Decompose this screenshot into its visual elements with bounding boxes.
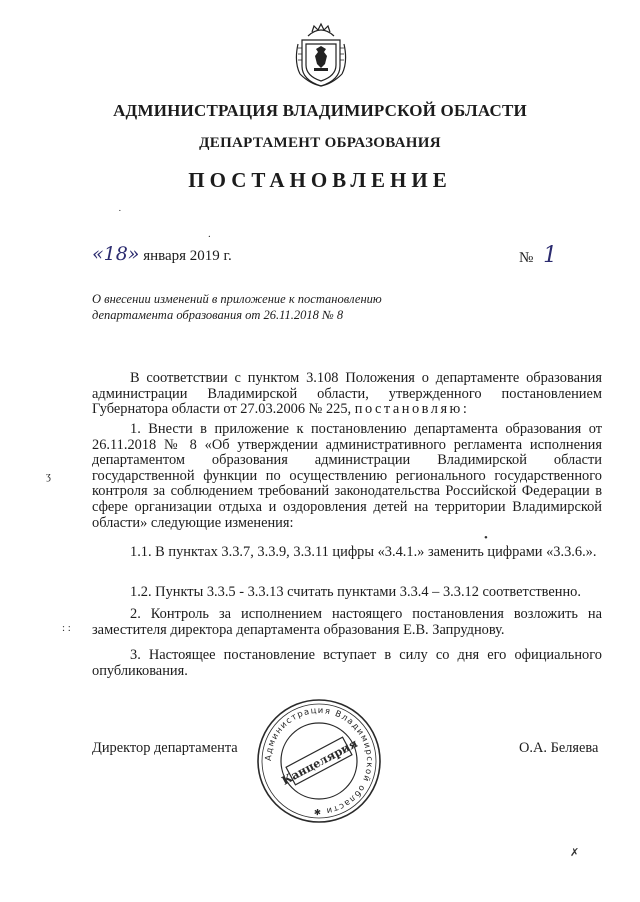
subject-line: департамента образования от 26.11.2018 № 8 (92, 308, 344, 322)
number-handwritten: 1 (543, 243, 558, 268)
item-1-1-paragraph: 1.1. В пунктах 3.3.7, 3.3.9, 3.3.11 цифры «3.4.1.» заменить цифрами «3.3.6.». (130, 544, 597, 560)
scan-speck: ˙ (118, 208, 122, 220)
date-day-handwritten: «18» (92, 243, 140, 265)
coat-of-arms-emblem (294, 22, 348, 88)
document-number (519, 243, 557, 268)
date-month-year: января 2019 г. (143, 248, 232, 264)
subject-line: О внесении изменений в приложение к постановлению (92, 292, 382, 306)
department-title: ДЕПАРТАМЕНТ ОБРАЗОВАНИЯ (199, 135, 441, 151)
official-stamp (254, 696, 384, 826)
svg-text:Канцелярия: Канцелярия (279, 736, 360, 788)
document-subject (92, 291, 432, 323)
margin-mark: ʒ (46, 470, 51, 482)
organization-title: АДМИНИСТРАЦИЯ ВЛАДИМИРСКОЙ ОБЛАСТИ (113, 101, 527, 120)
number-label: № (519, 250, 534, 266)
item-1-2-paragraph: 1.2. Пункты 3.3.5 - 3.3.13 считать пунктами 3.3.4 – 3.3.12 соответственно. (130, 584, 581, 600)
preamble-text: В соответствии с пунктом 3.108 Положения о департаменте образования администрации Владимирской области, утвержденного постановлением Губернатора области от 27.03.2006 № 225, (92, 370, 602, 418)
preamble-paragraph (92, 371, 602, 418)
preamble-resolution-word: постановляю: (354, 401, 470, 418)
margin-mark: : : (62, 622, 71, 634)
scan-speck: . (208, 228, 211, 240)
scan-speck: ✗ (570, 847, 580, 859)
document-date (92, 243, 232, 265)
document-type-title: ПОСТАНОВЛЕНИЕ (188, 168, 452, 192)
signatory-title: Директор департамента (92, 740, 238, 756)
item-3-paragraph: 3. Настоящее постановление вступает в силу со дня его официального опубликования. (92, 647, 602, 679)
signatory-name: О.А. Беляева (519, 740, 599, 756)
item-1-paragraph: 1. Внести в приложение к постановлению департамента образования от 26.11.2018 № 8 «Об утверждении административного регламента исполнения департаментом образования администрации Владимирской области государственной функции по осуществлению регионального государственного контроля за соблюдением требований законодательства Российской Федерации в сфере организации отдыха и оздоровления детей на территории Владимирской области» следующие изменения: (92, 421, 602, 531)
item-2-paragraph: 2. Контроль за исполнением настоящего постановления возложить на заместителя директора департамента образования Е.В. Запруднову. (92, 606, 602, 638)
svg-text:Администрация Владимирской обл: Администрация Владимирской области ✱ (263, 705, 375, 817)
scan-speck: • (484, 532, 488, 544)
